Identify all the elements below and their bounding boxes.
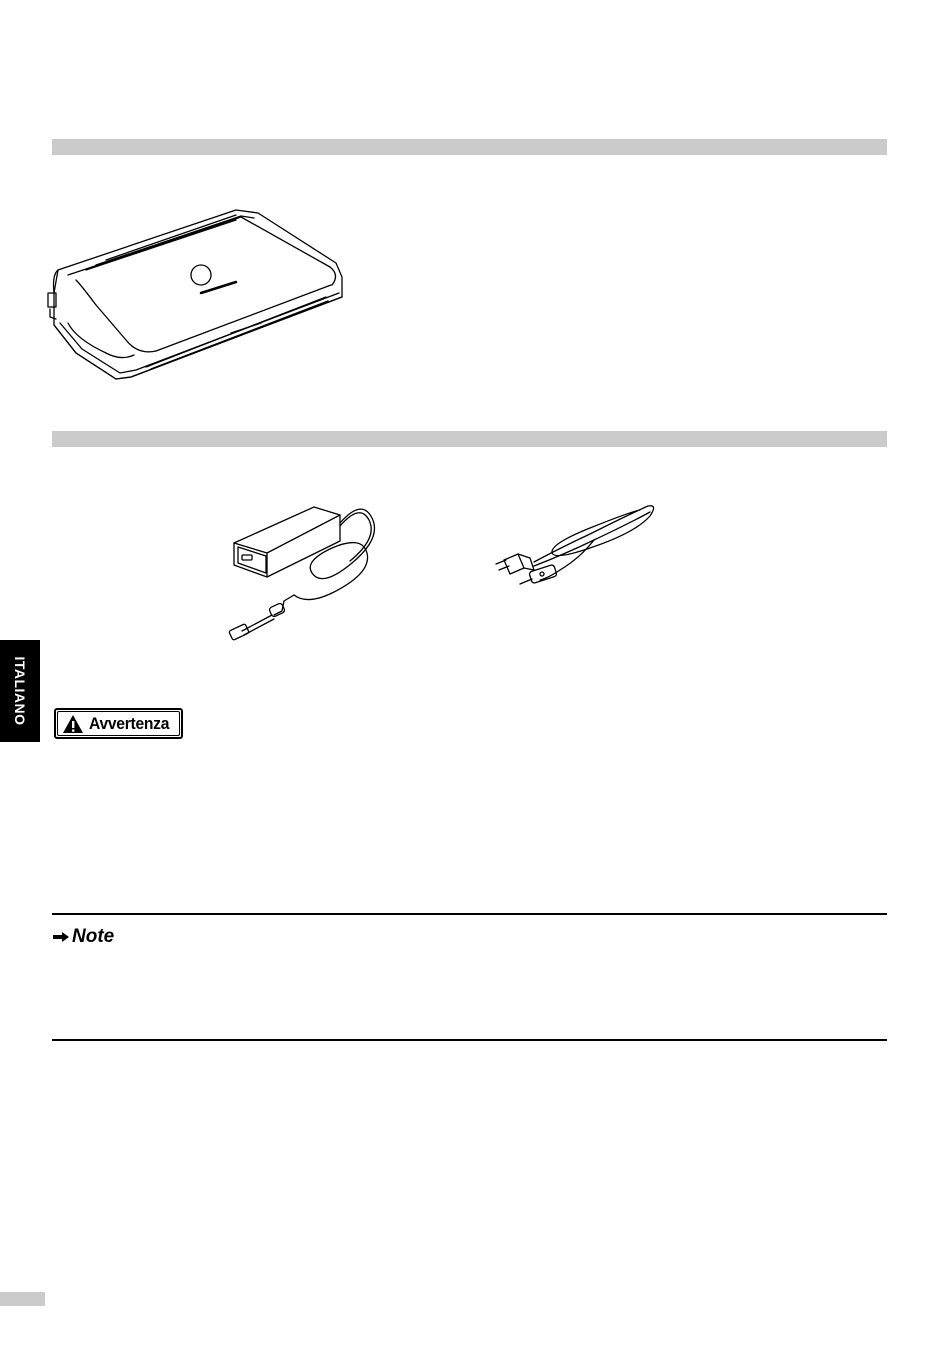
note-heading xyxy=(52,926,114,948)
ac-adapter-illustration xyxy=(222,493,387,643)
note-bottom-rule xyxy=(52,1039,887,1041)
page-number-marker xyxy=(0,1292,45,1306)
warning-badge xyxy=(54,708,183,739)
language-tab xyxy=(0,640,40,742)
note-top-rule xyxy=(52,913,887,915)
power-cord-illustration xyxy=(490,498,660,593)
section-header-bar xyxy=(52,139,887,155)
warning-triangle-icon xyxy=(62,714,84,734)
section-header-bar xyxy=(52,431,887,447)
note-label: Note xyxy=(72,926,115,947)
arrow-right-icon xyxy=(52,930,70,944)
language-tab-label: ITALIANO xyxy=(12,656,28,726)
warning-label: Avvertenza xyxy=(89,713,170,733)
printer-illustration xyxy=(46,205,356,385)
